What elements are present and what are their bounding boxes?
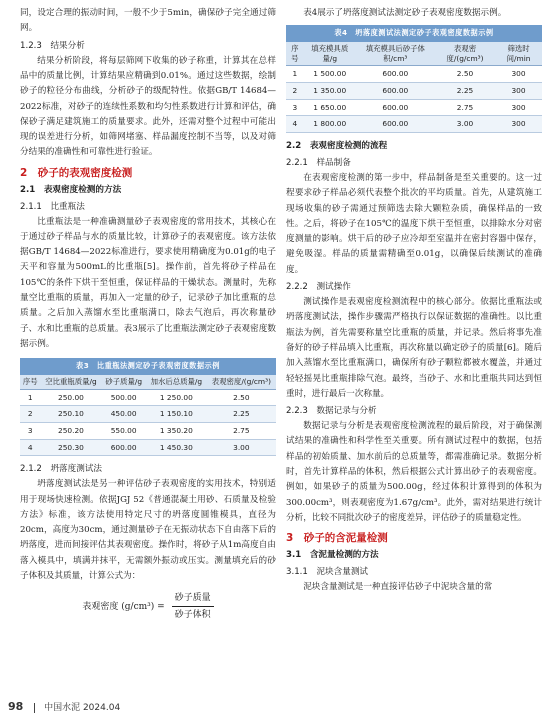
table-4-header: 填充模具质量/g: [304, 42, 356, 66]
table-cell: 500.00: [101, 389, 146, 406]
density-formula: [20, 590, 276, 623]
table-cell: 1 800.00: [304, 116, 356, 133]
table-cell: 3.00: [207, 439, 276, 456]
journal-name: 中国水泥: [44, 703, 81, 714]
table-cell: 1 650.00: [304, 99, 356, 116]
table-cell: 1 350.00: [304, 82, 356, 99]
paragraph-continuation: 同，设定合理的振动时间，一般不少于5min，确保砂子完全通过筛网。: [20, 8, 276, 34]
paragraph-test-operation: 测试操作是表观密度检测流程中的核心部分。依据比重瓶法或坍落度测试法，操作步骤需严格执行以保证数据的准确性。以比重瓶法为例，首先需要称量空比重瓶的质量，并记录。然后将事先准备好的砂子样品填入比重瓶，再次称量以确定砂子的质量[6]。随后加入蒸馏水至比重瓶满口，确保所有砂子颗粒都被水覆盖，并通过轻轻摇晃比重瓶排除气泡。最终，当砂子、水和比重瓶共同达到恒重时，进行最后一次称量。: [286, 297, 542, 399]
table-cell: 2.25: [207, 406, 276, 423]
section-heading-2-2-3: 2.2.3 数据记录与分析: [286, 406, 377, 417]
table-cell: 1 350.20: [146, 422, 207, 439]
table-4: [286, 42, 542, 133]
page-number: 98: [8, 700, 24, 714]
section-heading-1-2-3: 1.2.3 结果分析: [20, 40, 85, 51]
table-4-caption: 表4 坍落度测试法测定砂子表观密度数据示例: [286, 25, 542, 42]
table-cell: 250.20: [41, 422, 102, 439]
table-cell: 1: [20, 389, 41, 406]
section-heading-2-1-2: 2.1.2 坍落度测试法: [20, 464, 103, 475]
table-cell: 2: [286, 82, 304, 99]
table-cell: 4: [20, 439, 41, 456]
paragraph-slump-method: 坍落度测试法是另一种评估砂子表观密度的实用技术，特别适用于现场快速检测。依据JGJ 52《普通混凝土用砂、石质量及检验方法》标准，该方法使用特定尺寸的坍落度圆锥模具，直径为20cm，高度为30cm，通过测量砂子在无振动状态下自由落下后的坍落度，进而间接评估其表观密度。操作时，将砂子从1m高度自由落入模具中，填满并抹平，无需额外振动或压实。测量填充后的砂子体积及其质量，计算公式为：: [20, 479, 276, 581]
table-cell: 300: [495, 99, 542, 116]
table-cell: 550.00: [101, 422, 146, 439]
table-3: [20, 375, 276, 456]
table-cell: 300: [495, 116, 542, 133]
table-cell: 450.00: [101, 406, 146, 423]
formula-fraction: [172, 590, 214, 623]
formula-lhs: 表观密度 (g/cm³) =: [82, 602, 165, 613]
table-cell: 600.00: [356, 82, 435, 99]
table-cell: 250.10: [41, 406, 102, 423]
table-4-header: 表观密度/(g/cm³): [435, 42, 495, 66]
table-cell: 3: [20, 422, 41, 439]
paragraph-mud-lump: 泥块含量测试是一种直接评估砂子中泥块含量的常: [303, 582, 493, 593]
table-cell: 250.30: [41, 439, 102, 456]
paragraph-data-analysis: 数据记录与分析是表观密度检测流程的最后阶段，对于确保测试结果的准确性和科学性至关重要。所有测试过程中的数据，包括样品的初始质量、加水前后的总质量等，都需准确记录。数据分析时，首先计算样品的体积，然后根据公式计算出砂子的表观密度。例如，如果砂子的质量为500.00g，经过体积计算得到的体积为300.00cm³，则表观密度为1.67g/cm³。此外，需对结果进行统计分析，比较不同批次砂子的密度差异，评估砂子的质量稳定性。: [286, 421, 542, 523]
table-cell: 1 150.10: [146, 406, 207, 423]
table-cell: 4: [286, 116, 304, 133]
footer-divider: [34, 703, 35, 713]
table-3-header: 砂子质量/g: [101, 375, 146, 389]
table-row: [286, 99, 542, 116]
table-cell: 600.00: [356, 116, 435, 133]
paragraph-table4-intro: 表4展示了坍落度测试法测定砂子表观密度数据示例。: [303, 8, 507, 18]
table-cell: 1 500.00: [304, 66, 356, 83]
table-row: [20, 422, 276, 439]
formula-denominator: 砂子体积: [174, 610, 211, 621]
section-heading-2-2-2: 2.2.2 测试操作: [286, 282, 351, 292]
table-cell: 3: [286, 99, 304, 116]
formula-numerator: 砂子质量: [172, 590, 214, 607]
paragraph-sample-prep: 在表观密度检测的第一步中，样品制备是至关重要的。这一过程要求砂子样品必须代表整个批次的平均质量。首先，从建筑施工现场收集的砂子需通过预筛选去除大颗粒杂质，确保样品的一致性。之后，将砂子在105℃的温度下烘干至恒重，以排除水分对密度测量的影响。烘干后的砂子应冷却至室温并在密封容器中保存，避免吸湿。样品的质量需精确至0.01g，以确保后续测试的准确度。: [286, 172, 542, 275]
table-cell: 2.75: [207, 422, 276, 439]
table-3-caption: 表3 比重瓶法测定砂子表观密度数据示例: [20, 358, 276, 375]
table-cell: 2: [20, 406, 41, 423]
table-cell: 2.75: [435, 99, 495, 116]
table-row: [20, 439, 276, 456]
page-footer: [8, 697, 535, 717]
journal-issue: 2024.04: [82, 703, 121, 714]
table-3-header: 加水后总质量/g: [146, 375, 207, 389]
table-cell: 1 450.30: [146, 439, 207, 456]
section-heading-2-1-1: 2.1.1 比重瓶法: [20, 201, 85, 212]
table-3-header: 空比重瓶质量/g: [41, 375, 102, 389]
table-cell: 300: [495, 82, 542, 99]
table-cell: 2.25: [435, 82, 495, 99]
table-cell: 300: [495, 66, 542, 83]
section-heading-2-2-1: 2.2.1 样品制备: [286, 157, 351, 168]
section-heading-2-2: 2.2 表观密度检测的流程: [286, 140, 388, 151]
table-cell: 600.00: [356, 99, 435, 116]
table-cell: 2.50: [207, 389, 276, 406]
section-heading-2-1: 2.1 表观密度检测的方法: [20, 184, 122, 195]
section-heading-3: 3 砂子的含泥量检测: [286, 532, 388, 545]
table-row: [286, 116, 542, 133]
table-cell: 1 250.00: [146, 389, 207, 406]
table-row: [286, 82, 542, 99]
paragraph-bottle-method: 比重瓶法是一种准确测量砂子表观密度的常用技术，其核心在于通过砂子样品与水的质量比较，计算砂子的表观密度。该方法依据GB/T 14684—2022标准进行，要求使用精确度为0.01g的电子天平和容量为500mL的比重瓶[5]。操作前，首先将砂子样品在105℃的条件下烘干至恒重，保证样品的干燥状态。测量时，先称量空比重瓶的质量，再加入一定量的砂子，记录砂子加比重瓶的总质量。之后加入蒸馏水至比重瓶满口，除去气泡后，再次称量砂子、水和比重瓶的总质量。表3展示了比重瓶法测定砂子表观密度数据示例。: [20, 216, 276, 349]
table-4-header: 筛选时间/min: [495, 42, 542, 66]
table-cell: 3.00: [435, 116, 495, 133]
paragraph-result-analysis: 结果分析阶段，将每层筛网下收集的砂子称重，计算其在总样品中的质量比例，计算结果应精确到0.01%。通过这些数据，绘制砂子的粒径分布曲线，分析砂子的级配特性。依据GB/T 14684—2022标准，对砂子的连续性系数和均匀性系数进行计算和评估，确保砂子满足建筑施工的质量要求。此外，还需对整个过程中可能出现的误差进行分析，如筛网堵塞、样品漏度控制不当等，以及对筛分结果的准确性和可靠性进行验证。: [20, 55, 276, 158]
table-4-header: 填充模具后砂子体积/cm³: [356, 42, 435, 66]
table-cell: 600.00: [101, 439, 146, 456]
table-row: [20, 389, 276, 406]
table-cell: 1: [286, 66, 304, 83]
table-cell: 250.00: [41, 389, 102, 406]
right-column: [286, 6, 542, 595]
table-4-header: 序号: [286, 42, 304, 66]
table-3-header: 表观密度/(g/cm³): [207, 375, 276, 389]
left-column: [20, 6, 276, 625]
table-3-header: 序号: [20, 375, 41, 389]
table-row: [20, 406, 276, 423]
table-cell: 2.50: [435, 66, 495, 83]
table-row: [286, 66, 542, 83]
section-heading-2: 2 砂子的表观密度检测: [20, 166, 133, 179]
section-heading-3-1-1: 3.1.1 泥块含量测试: [286, 567, 369, 578]
table-cell: 600.00: [356, 66, 435, 83]
section-heading-3-1: 3.1 含泥量检测的方法: [286, 550, 379, 561]
